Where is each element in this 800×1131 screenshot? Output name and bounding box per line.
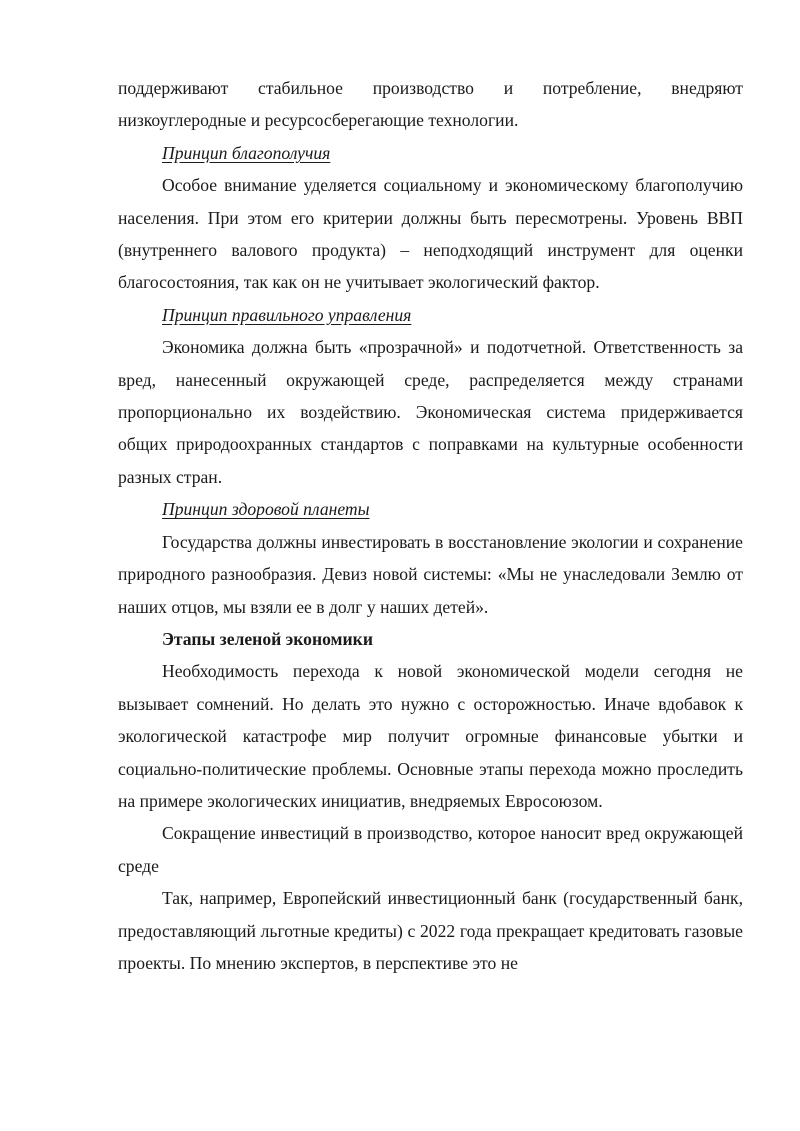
paragraph-governance: Экономика должна быть «прозрачной» и подотчетной. Ответственность за вред, нанесенный окружающей среде, распределяется между странами пропорционально их воздействию. Экономическая система придерживается общих природоохранных стандартов с поправками на культурные особенности разных стран.	[118, 337, 743, 487]
paragraph-wellbeing: Особое внимание уделяется социальному и экономическому благополучию населения. При этом его критерии должны быть пересмотрены. Уровень ВВП (внутреннего валового продукта) – неподходящий инструмент для оценки благосостояния, так как он не учитывает экологический фактор.	[118, 175, 743, 293]
heading-healthy-planet-principle-text: Принцип здоровой планеты	[162, 499, 370, 520]
heading-wellbeing-principle	[118, 137, 743, 169]
heading-governance-principle-text: Принцип правильного управления	[162, 304, 412, 325]
paragraph-investment-reduction: Сокращение инвестиций в производство, которое наносит вред окружающей среде	[118, 823, 743, 876]
paragraph-healthy-planet: Государства должны инвестировать в восстановление экологии и сохранение природного разнообразия. Девиз новой системы: «Мы не унаследовали Землю от наших отцов, мы взяли ее в долг у наших детей».	[118, 531, 743, 617]
paragraph-transition-necessity: Необходимость перехода к новой экономической модели сегодня не вызывает сомнений. Но делать это нужно с осторожностью. Иначе вдобавок к экологической катастрофе мир получит огромные финансовые убытки и социально-политические проблемы. Основные этапы перехода можно проследить на примере экологических инициатив, внедряемых Евросоюзом.	[118, 661, 743, 811]
heading-governance-principle	[118, 299, 743, 331]
paragraph-continuation: поддерживают стабильное производство и потребление, внедряют низкоуглеродные и ресурсосберегающие технологии.	[118, 78, 743, 131]
heading-green-economy-stages: Этапы зеленой экономики	[162, 628, 373, 649]
paragraph-eib-example: Так, например, Европейский инвестиционный банк (государственный банк, предоставляющий льготные кредиты) с 2022 года прекращает кредитовать газовые проекты. По мнению экспертов, в перспективе это не	[118, 888, 743, 973]
document-page	[118, 72, 743, 979]
heading-wellbeing-principle-text: Принцип благополучия	[162, 142, 331, 163]
heading-healthy-planet-principle	[118, 493, 743, 525]
